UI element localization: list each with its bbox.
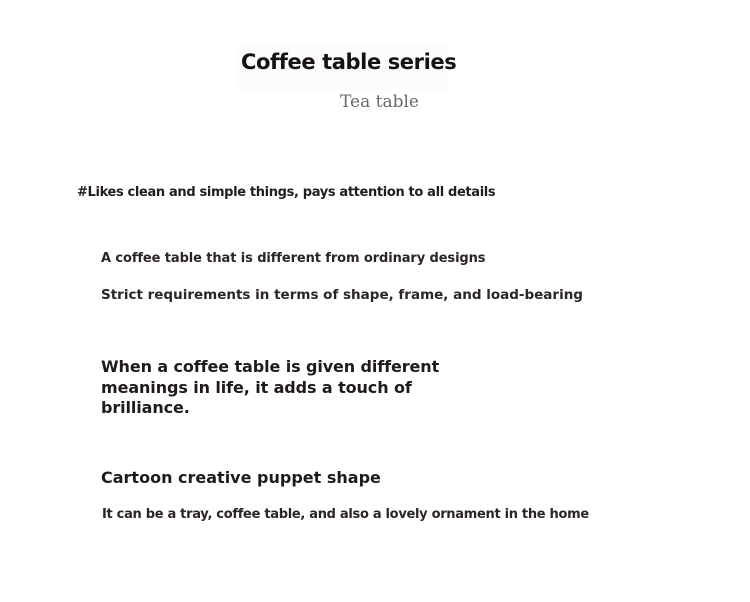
- feature-line-design: A coffee table that is different from ordinary designs: [101, 251, 486, 266]
- statement-paragraph: When a coffee table is given different meanings in life, it adds a touch of brilliance.: [101, 357, 440, 417]
- shape-section-heading: Cartoon creative puppet shape: [101, 468, 381, 487]
- page-subtitle: Tea table: [340, 92, 419, 112]
- feature-line-requirements: Strict requirements in terms of shape, frame, and load-bearing: [101, 287, 583, 303]
- tagline: #Likes clean and simple things, pays attention to all details: [77, 185, 496, 200]
- shape-section-caption: It can be a tray, coffee table, and also a lovely ornament in the home: [102, 507, 589, 522]
- page-title: Coffee table series: [241, 50, 457, 74]
